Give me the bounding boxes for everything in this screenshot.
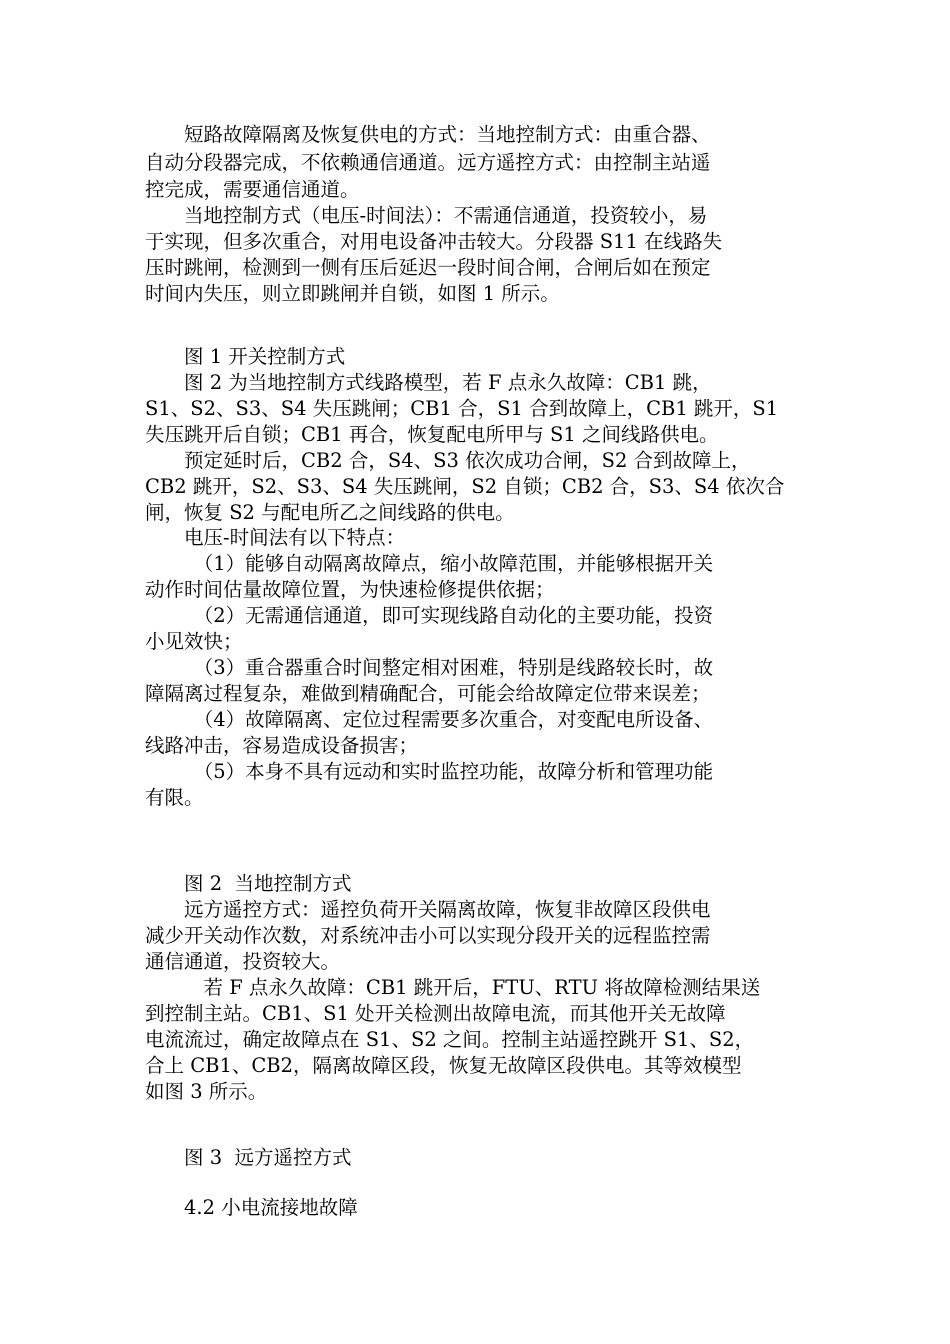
list-item-line: （5）本身不具有远动和实时监控功能，故障分析和管理功能 bbox=[145, 760, 714, 783]
section-heading: 4.2 小电流接地故障 bbox=[145, 1196, 358, 1219]
paragraph-line: 闸，恢复 S2 与配电所乙之间线路的供电。 bbox=[145, 501, 515, 524]
paragraph-line: 自动分段器完成，不依赖通信通道。远方遥控方式：由控制主站遥 bbox=[145, 151, 711, 174]
paragraph-line: 通信通道，投资较大。 bbox=[145, 950, 341, 973]
paragraph-line: 远方遥控方式：遥控负荷开关隔离故障，恢复非故障区段供电 bbox=[145, 898, 711, 921]
paragraph-line: 短路故障隔离及恢复供电的方式：当地控制方式：由重合器、 bbox=[145, 123, 711, 146]
list-item-line: 小见效快； bbox=[145, 630, 243, 653]
list-item-line: 障隔离过程复杂，难做到精确配合，可能会给故障定位带来误差； bbox=[145, 682, 711, 705]
paragraph-line: 减少开关动作次数，对系统冲击小可以实现分段开关的远程监控需 bbox=[145, 924, 711, 947]
paragraph-line: 电压-时间法有以下特点： bbox=[145, 526, 406, 549]
paragraph-line: 控完成，需要通信通道。 bbox=[145, 178, 360, 201]
paragraph-line: S1、S2、S3、S4 失压跳闸；CB1 合，S1 合到故障上，CB1 跳开，S1 bbox=[145, 397, 779, 420]
list-item-line: （1）能够自动隔离故障点，缩小故障范围，并能够根据开关 bbox=[145, 552, 714, 575]
list-item-line: （4）故障隔离、定位过程需要多次重合，对变配电所设备、 bbox=[145, 708, 714, 731]
paragraph-line: 时间内失压，则立即跳闸并自锁，如图 1 所示。 bbox=[145, 282, 560, 305]
paragraph-line: 到控制主站。CB1、S1 处开关检测出故障电流，而其他开关无故障 bbox=[145, 1002, 726, 1025]
list-item-line: 有限。 bbox=[145, 786, 204, 809]
figure-caption: 图 3 远方遥控方式 bbox=[145, 1146, 352, 1169]
list-item-line: （3）重合器重合时间整定相对困难，特别是线路较长时，故 bbox=[145, 656, 714, 679]
paragraph-line: 如图 3 所示。 bbox=[145, 1080, 268, 1103]
paragraph-line: 若 F 点永久故障：CB1 跳开后，FTU、RTU 将故障检测结果送 bbox=[145, 976, 761, 999]
figure-caption: 图 1 开关控制方式 bbox=[145, 345, 346, 368]
paragraph-line: 压时跳闸，检测到一侧有压后延迟一段时间合闸，合闸后如在预定 bbox=[145, 256, 711, 279]
paragraph-line: 图 2 为当地控制方式线路模型，若 F 点永久故障：CB1 跳， bbox=[145, 371, 712, 394]
figure-caption: 图 2 当地控制方式 bbox=[145, 872, 352, 895]
list-item-line: 线路冲击，容易造成设备损害； bbox=[145, 734, 419, 757]
paragraph-line: 于实现，但多次重合，对用电设备冲击较大。分段器 S11 在线路失 bbox=[145, 230, 723, 253]
paragraph-line: CB2 跳开，S2、S3、S4 失压跳闸，S2 自锁；CB2 合，S3、S4 依次合 bbox=[145, 475, 785, 498]
paragraph-line: 当地控制方式（电压-时间法）：不需通信通道，投资较小，易 bbox=[145, 204, 708, 227]
paragraph-line: 电流流过，确定故障点在 S1、S2 之间。控制主站遥控跳开 S1、S2， bbox=[145, 1028, 755, 1051]
list-item-line: （2）无需通信通道，即可实现线路自动化的主要功能，投资 bbox=[145, 604, 714, 627]
paragraph-line: 合上 CB1、CB2，隔离故障区段，恢复无故障区段供电。其等效模型 bbox=[145, 1054, 742, 1077]
paragraph-line: 预定延时后，CB2 合，S4、S3 依次成功合闸，S2 合到故障上， bbox=[145, 449, 751, 472]
list-item-line: 动作时间估量故障位置，为快速检修提供依据； bbox=[145, 578, 555, 601]
paragraph-line: 失压跳开后自锁；CB1 再合，恢复配电所甲与 S1 之间线路供电。 bbox=[145, 423, 719, 446]
